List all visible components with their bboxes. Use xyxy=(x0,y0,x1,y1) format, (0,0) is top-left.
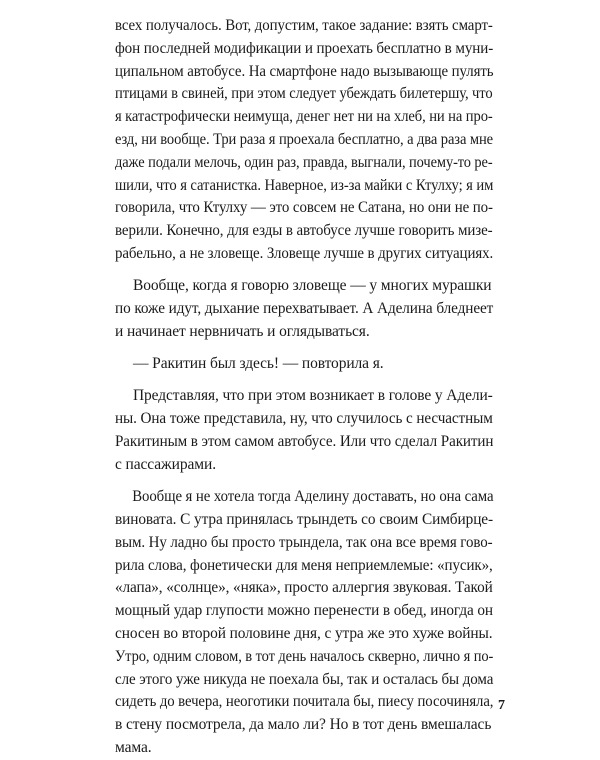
text-line: Представляя, что при этом возникает в голове у Адели- xyxy=(132,387,493,405)
text-line: мощный удар глупости можно перенести в обед, иногда он xyxy=(115,602,493,620)
text-line: я катастрофически неимуща, денег нет ни на хлеб, ни на про- xyxy=(115,108,493,126)
page-number: 7 xyxy=(498,698,505,713)
paragraph-5 xyxy=(115,486,493,760)
text-line: шили, что я сатанистка. Наверное, из-за майки с Ктулху; я им xyxy=(115,176,494,194)
text-line: сле этого уже никуда не поехала бы, так и осталась бы дома xyxy=(115,670,494,688)
text-line: — Ракитин был здесь! — повторила я. xyxy=(133,355,384,373)
text-line: вым. Ну ладно бы просто трындела, так она все время гово- xyxy=(115,533,493,551)
text-line: с пассажирами. xyxy=(115,455,216,473)
text-line: рабельно, а не зловеще. Зловеще лучше в других ситуациях. xyxy=(115,244,494,262)
text-line: даже подали мелочь, один раз, правда, выгнали, почему-то ре- xyxy=(115,153,493,171)
text-line: виновата. С утра принялась трындеть со своим Симбирце- xyxy=(115,510,494,528)
text-line: ны. Она тоже представила, ну, что случилось с несчастным xyxy=(115,410,493,428)
text-line: мама. xyxy=(115,738,152,756)
text-line: рила слова, фонетически для меня неприемлемые: «пусик», xyxy=(115,556,493,574)
text-line: по коже идут, дыхание перехватывает. А Аделина бледнеет xyxy=(115,300,494,318)
text-line: Ракитиным в этом самом автобусе. Или что сделал Ракитин xyxy=(115,433,494,451)
text-line: всех получалось. Вот, допустим, такое задание: взять смарт- xyxy=(115,17,493,34)
text-line: сидеть до вечера, неоготики почитала бы, пиесу посочиняла, xyxy=(115,693,494,711)
text-line: и начинает нервничать и оглядываться. xyxy=(115,322,370,340)
text-line: в стену посмотрела, да мало ли? Но в тот день вмешалась xyxy=(115,716,492,734)
text-line: сносен во второй половине дня, с утра же это хуже войны. xyxy=(115,624,493,642)
text-line: Вообще я не хотела тогда Аделину доставать, но она сама xyxy=(132,488,494,506)
text-line: «лапа», «солнце», «няка», просто аллергия звуковая. Такой xyxy=(115,579,493,597)
body-text xyxy=(115,15,493,760)
paragraph-1 xyxy=(115,15,493,266)
text-line: ципальном автобусе. На смартфоне надо вызывающе пулять xyxy=(115,62,494,80)
paragraph-3-dialogue xyxy=(115,353,493,376)
text-line: езд, ни вообще. Три раза я проехала бесплатно, а два раза мне xyxy=(115,130,494,148)
text-line: Утро, одним словом, в тот день началось скверно, лично я по- xyxy=(115,647,494,665)
text-line: говорила, что Ктулху — это совсем не Сатана, но они не по- xyxy=(115,199,493,217)
text-line: птицами в свиней, при этом следует убеждать билетершу, что xyxy=(115,85,493,103)
text-line: верили. Конечно, для езды в автобусе лучше говорить мизе- xyxy=(115,222,493,240)
text-line: Вообще, когда я говорю зловеще — у многих мурашки xyxy=(133,277,492,295)
text-line: фон последней модификации и проехать бесплатно в муни- xyxy=(115,39,494,57)
paragraph-2 xyxy=(115,275,493,343)
paragraph-4 xyxy=(115,385,493,476)
